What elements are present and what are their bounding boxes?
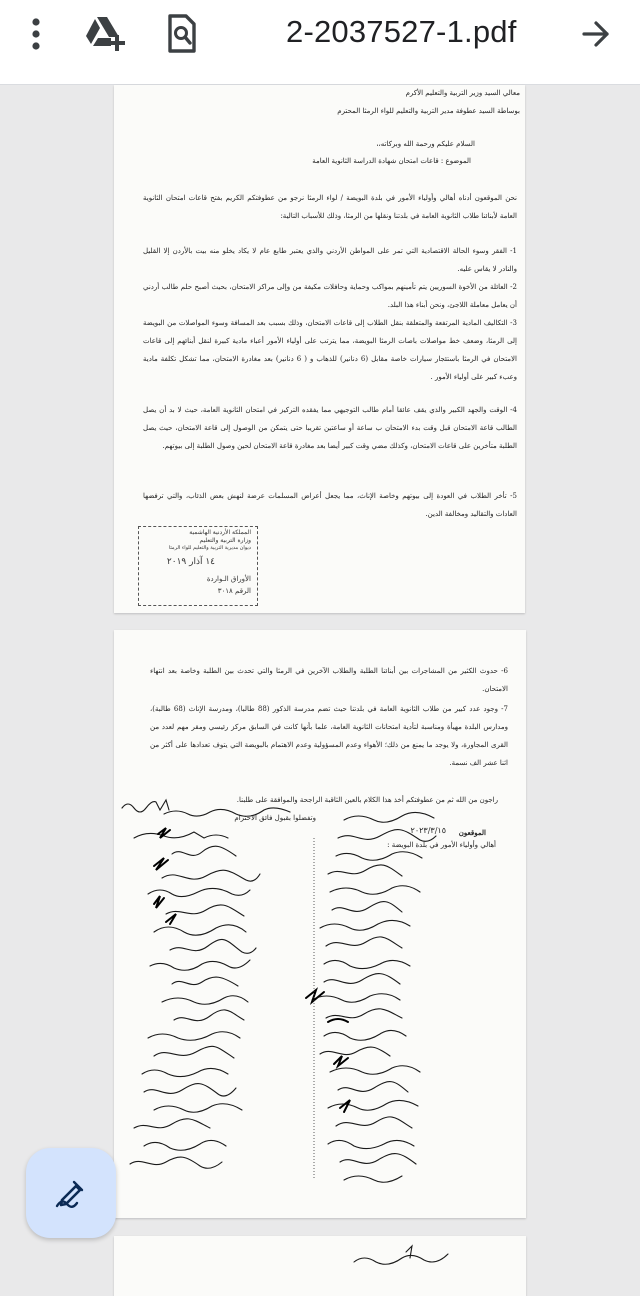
edit-annotate-icon [54,1176,88,1210]
reason-7: 7- وجود عدد كبير من طلاب الثانوية العامة في بلدتنا حيث تضم مدرسة الذكور (88 طالبا)، ومدرسة الإناث (68 طالبة)، ومدارس البلدة مهيأة ومناسبة لتأدية امتحانات الثانوية العامة، علما بأنها كانت في السابق مركز رئيسي ومقر مهم لعدد من القرى المجاورة، ولا يوجد ما يمنع من ذلك؛ الأهواء وعدم المسؤولية وعدم الاهتمام بالبويضة التي يتوف تعدادها على أكثر من اثنا عشر الف نسمة. [150,705,508,767]
open-with-button[interactable] [572,10,620,58]
add-to-drive-icon [85,15,127,53]
residents-label: أهالي وأولياء الأمور في بلدة البويضة : [387,841,496,849]
open-with-icon [581,19,611,49]
signatories-date: ٢٠٢٣/٣/١٥ [410,826,446,835]
find-in-page-button[interactable] [158,10,206,58]
reason-3: 3- التكاليف المادية المرتفعة والمتعلقة بنقل الطلاب إلى قاعات الامتحان، وذلك بسبب بعد المسافة وسوء المواصلات من البويضة إلى الرمثا، وضعف خط مواصلات باصات الرمثا البويضة، مما يترتب على أولياء الأمور أعباء مادية كبيرة لنقل أبنائهم إلى قاعات الامتحان في الرمثا باستئجار سيارات خاصة مقابل (6 دنانير) للذهاب و ( 6 دنانير) بعد مغادرة الامتحان، مما تشكل تكلفة مادية وعبء كبير على أولياء الأمور . [143,319,517,381]
pdf-page-1 [114,85,525,613]
page-3-signature-fragment [114,1236,526,1280]
more-options-button[interactable] [12,10,60,58]
regards-line: وتفضلوا بقبول فائق الاحترام [234,814,316,822]
handwritten-signatures [114,798,526,1198]
incoming-stamp [138,526,258,606]
address-line-2: بوساطة السيد عطوفة مدير التربية والتعليم للواء الرمثا المحترم [337,107,520,115]
stamp-line-2: وزارة التربية والتعليم [199,537,251,544]
intro-paragraph: نحن الموقعون أدناه أهالي وأولياء الأمور في بلدة البويضة / لواء الرمثا نرجو من عطوفتكم الكريم بفتح قاعات امتحان الثانوية العامة لأبنائنا طلاب الثانوية العامة في بلدتنا ونقلها من الرمثا، وذلك للأسباب التالية: [143,194,517,220]
reason-5: 5- تأخر الطلاب في العودة إلى بيوتهم وخاصة الإناث، مما يجعل أعراض المسلمات عرضة لنهش بعض الذئاب، والتي ترفضها العادات والتقاليد ومخالفة الدين. [143,492,517,518]
pdf-page-2 [114,630,526,1218]
stamp-docs-label: الأوراق الـواردة [206,575,251,583]
top-app-bar [0,0,640,85]
subject: الموضوع : قاعات امتحان شهادة الدراسة الثانوية العامة [312,157,471,165]
reason-4: 4- الوقت والجهد الكبير والذي يقف عائقا أمام طالب التوجيهي مما يفقده التركيز في امتحان الثانوية العامة، حيث لا بد أن يصل الطالب قاعة الامتحان قبل وقت بدء الامتحان ب ساعة أو ساعتين تقريبا حتى يتمكن من الوصول إلى قاعة الامتحان، حيث يصل الطلبة متأخرين على قاعات الامتحان، وكذلك مضي وقت كبير أيضا بعد مغادرة قاعة الامتحان لحين وصول الطلبة إلى بيوتهم. [143,406,517,450]
pdf-page-3 [114,1236,526,1296]
closing-line: راجون من الله ثم من عطوفتكم أخذ هذا الكلام بالعين الثاقبة الراجحة والموافقة على طلبنا. [236,796,498,804]
stamp-line-3: ديوان مديرية التربية والتعليم للواء الرمثا [168,545,251,551]
greeting: السلام عليكم ورحمة الله وبركاته،، [376,140,475,148]
reason-6: 6- حدوث الكثير من المشاجرات بين أبنائنا الطلبة والطلاب الآخرين في الرمثا والتي تحدث بين الطلبة وخاصة بعد انتهاء الامتحان. [150,667,508,693]
find-in-page-icon [166,14,198,54]
more-vert-icon [24,14,48,54]
signatories-label: الموقعون [458,828,486,837]
stamp-line-1: المملكة الأردنية الهاشمية [189,529,251,536]
reason-2: 2- العائلة من الأخوة السوريين يتم تأمينهم بمواكب وحماية وحافلات مكيفة من وإلى مراكز الامتحان، بحيث أصبح حلم طالب أردني أن يعامل معاملة اللاجئ، ونحن أبناء هذا البلد. [143,283,517,309]
document-title: 2-2037527-1.pdf [286,14,517,49]
stamp-date: ١٤ آذار ٢٠١٩ [166,557,215,567]
address-line-1: معالي السيد وزير التربية والتعليم الأكرم [405,89,520,97]
add-to-drive-button[interactable] [82,10,130,58]
reason-1: 1- الفقر وسوء الحالة الاقتصادية التي تمر على المواطن الأردني والذي يعتبر طابع عام لا يكاد يخلو منه بيت بالأردن إلا القليل والنادر لا يقاس عليه. [143,247,517,273]
stamp-number: الرقم ٣٠١٨ [217,587,251,595]
annotate-fab[interactable] [26,1148,116,1238]
